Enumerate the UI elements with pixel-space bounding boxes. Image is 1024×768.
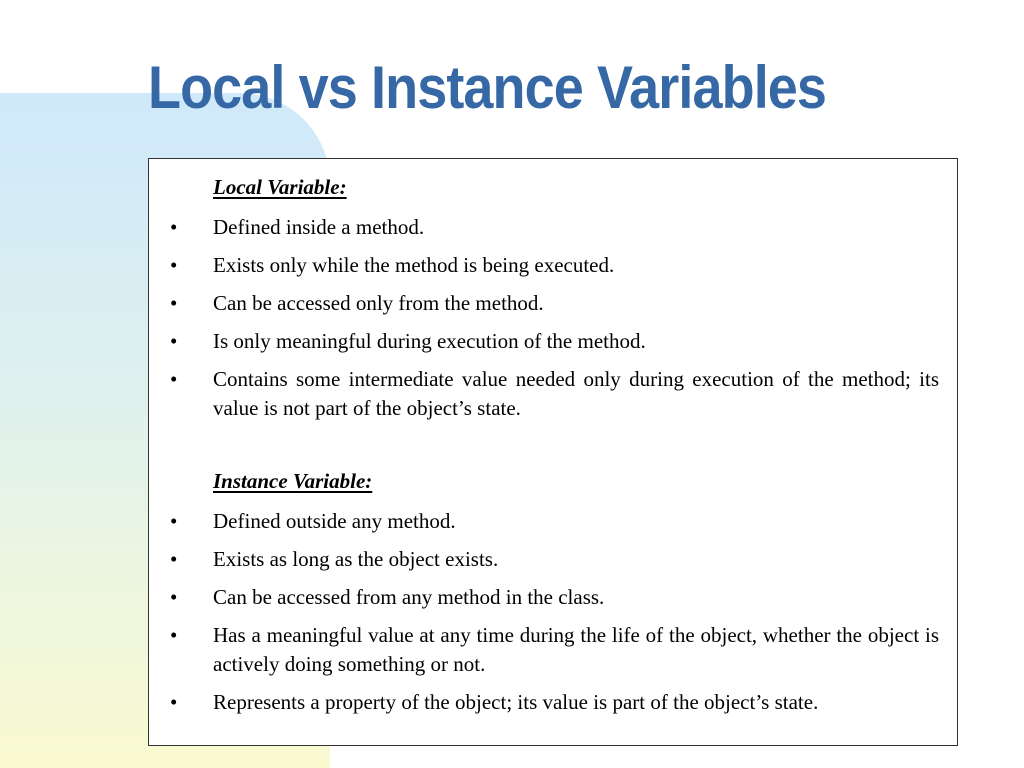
list-item — [149, 327, 957, 356]
list-item-text: Exists as long as the object exists. — [213, 547, 499, 571]
list-item — [149, 507, 957, 536]
list-item-text: Defined outside any method. — [213, 509, 456, 533]
bullet-icon: • — [170, 215, 178, 239]
bullet-icon: • — [170, 253, 178, 277]
list-item — [149, 621, 957, 679]
bullet-icon: • — [170, 623, 178, 647]
local-variable-list — [149, 213, 957, 432]
list-item-text: Exists only while the method is being executed. — [213, 253, 615, 277]
list-item-text: Defined inside a method. — [213, 215, 425, 239]
slide-title: Local vs Instance Variables — [148, 54, 827, 121]
list-item-text: Represents a property of the object; its value is part of the object’s state. — [213, 690, 819, 714]
list-item — [149, 545, 957, 574]
instance-variable-heading: Instance Variable: — [213, 469, 373, 493]
bullet-icon: • — [170, 367, 178, 391]
list-item-text: Can be accessed only from the method. — [213, 291, 544, 315]
content-panel — [148, 158, 958, 746]
bullet-icon: • — [170, 690, 178, 714]
instance-variable-list — [149, 507, 957, 726]
list-item — [149, 583, 957, 612]
bullet-icon: • — [170, 547, 178, 571]
list-item — [149, 365, 957, 423]
list-item-text: Is only meaningful during execution of the method. — [213, 329, 646, 353]
list-item — [149, 251, 957, 280]
list-item — [149, 213, 957, 242]
bullet-icon: • — [170, 291, 178, 315]
list-item-text: Contains some intermediate value needed only during execution of the method; its value is not part of the object’s state. — [213, 367, 939, 420]
list-item — [149, 289, 957, 318]
bullet-icon: • — [170, 509, 178, 533]
bullet-icon: • — [170, 329, 178, 353]
list-item-text: Can be accessed from any method in the class. — [213, 585, 605, 609]
bullet-icon: • — [170, 585, 178, 609]
list-item — [149, 688, 957, 717]
local-variable-heading: Local Variable: — [213, 175, 347, 199]
list-item-text: Has a meaningful value at any time during the life of the object, whether the object is actively doing something or not. — [213, 623, 939, 676]
